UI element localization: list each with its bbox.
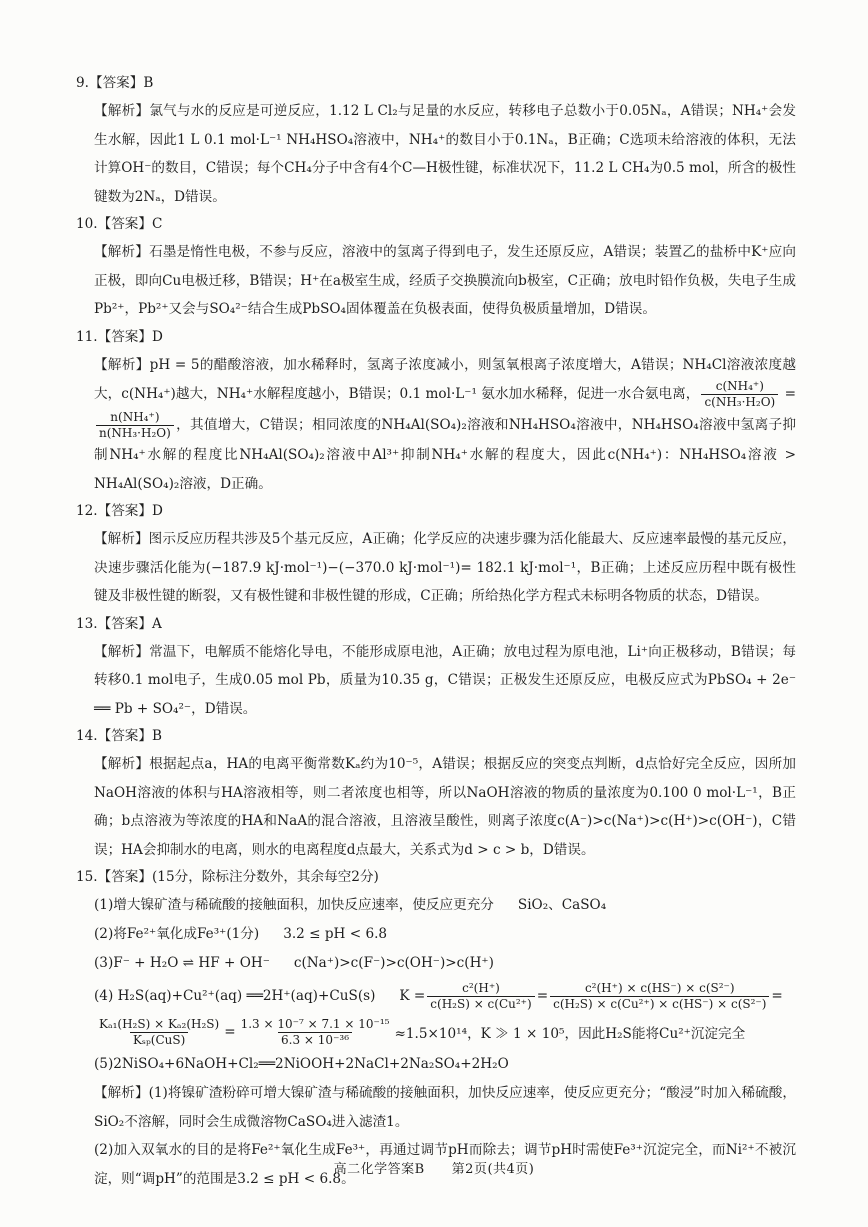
fraction-numerator: n(NH₄⁺)	[110, 410, 160, 424]
question-11	[76, 324, 796, 499]
page-footer: 高二化学答案B 第2页(共4页)	[333, 1162, 535, 1177]
fraction-denominator: c(H₂S) × c(Cu²⁺)	[427, 996, 534, 1012]
part-1-answer: (1)增大镍矿渣与稀硫酸的接触面积，加快反应速率，使反应更充分	[94, 897, 494, 913]
part-2-answer: (2)将Fe²⁺氧化成Fe³⁺(1分)	[94, 926, 260, 942]
fraction-denominator: c(NH₃·H₂O)	[701, 394, 778, 410]
part-2	[94, 920, 796, 949]
part-5: (5)2NiSO₄+6NaOH+Cl₂══2NiOOH+2NaCl+2Na₂SO₄+2H₂O	[94, 1056, 509, 1072]
explanation-part-b: ，其值增大，C错误；相同浓度的NH₄Al(SO₄)₂溶液和NH₄HSO₄溶液中，NH₄HSO₄溶液中氢离子抑制	[94, 417, 796, 463]
fraction-numerator: c(NH₄⁺)	[715, 379, 764, 393]
question-13	[76, 611, 796, 724]
part-3-ion-order: c(Na⁺)>c(F⁻)>c(OH⁻)>c(H⁺)	[293, 955, 494, 971]
part-4-line-1: (4) H₂S(aq)+Cu²⁺(aq) ══2H⁺(aq)+CuS(s) K = $\frac{\text{c²(H⁺)}}{\text{c(H₂S) × c(Cu²⁺)}}$ = $\frac{\text{c²(H⁺) × c(HS⁻) × c(S²⁻)}}{\text{c(H₂S) × c(Cu²⁺) × c(HS⁻) × c(S²⁻)}}$ =	[94, 980, 783, 1011]
explanation-text: 【解析】氯气与水的反应是可逆反应，1.12 L Cl₂与足量的水反应，转移电子总数小于0.05Nₐ，A错误；NH₄⁺会发生水解，因此1 L 0.1 mol·L⁻¹ NH₄HSO₄溶液中，NH₄⁺的数目小于0.1Nₐ，B正确；C选项未给溶液的体积，无法计算OH⁻的数目，C错误；每个CH₄分子中含有4个C—H极性键，标准状况下，11.2 L CH₄为0.5 mol，所含的极性键数为2Nₐ，D错误。	[94, 103, 796, 205]
part-1	[94, 891, 796, 920]
fraction-k-2	[550, 981, 769, 1012]
answer-label: 14.【答案】B	[76, 728, 162, 744]
answer-label: 11.【答案】D	[76, 328, 163, 345]
question-14	[76, 723, 796, 864]
explanation-part-a: 【解析】pH = 5的醋酸溶液，加水稀释时，氢离子浓度减小，则氢氧根离子浓度增大，A错误；NH₄Cl溶液浓度越大，c(NH₄⁺)越大，NH₄⁺水解程度越小，B错误；0.1 mol·L⁻¹ 氨水加水稀释，促进一水合氨电离，	[94, 356, 796, 402]
part-2-ph-range: 3.2 ≤ pH < 6.8	[283, 926, 388, 942]
answer-label: 13.【答案】A	[76, 615, 162, 632]
fraction-k-1	[427, 981, 534, 1012]
question-10	[76, 211, 796, 324]
explanation-text: 【解析】图示反应历程共涉及5个基元反应，A正确；化学反应的决速步骤为活化能最大、反应速率最慢的基元反应，决速步骤活化能为(−187.9 kJ·mol⁻¹)−(−370.0 kJ·mol⁻¹)= 182.1 kJ·mol⁻¹，B正确；上述反应历程中既有极性键及非极性键的断裂，又有极性键和非极性键的形成，C正确；所给热化学方程式未标明各物质的状态，D错误。	[94, 531, 796, 604]
part-1-substances: SiO₂、CaSO₄	[517, 897, 607, 913]
explanation-2: (2)加入双氧水的目的是将Fe²⁺氧化生成Fe³⁺，再通过调节pH而除去；调节pH时需使Fe³⁺沉淀完全，而Ni²⁺不被沉淀，则“调pH”的范围是3.2 ≤ pH < 6.8。	[94, 1142, 796, 1187]
fraction-denominator: Kₛₚ(CuS)	[130, 1032, 188, 1048]
answer-label: 12.【答案】D	[76, 503, 163, 519]
fraction-numerator: Kₐ₁(H₂S) × Kₐ₂(H₂S)	[99, 1016, 220, 1031]
equilibrium-k-label: K =	[399, 988, 426, 1004]
question-9	[76, 70, 796, 211]
fraction-denominator: c(H₂S) × c(Cu²⁺) × c(HS⁻) × c(S²⁻)	[550, 996, 769, 1012]
explanation-1: 【解析】(1)将镍矿渣粉碎可增大镍矿渣与稀硫酸的接触面积，加快反应速率，使反应更充分；“酸浸”时加入稀硫酸，SiO₂不溶解，同时会生成微溶物CaSO₄进入滤渣1。	[94, 1085, 796, 1130]
fraction-denominator: n(NH₃·H₂O)	[96, 425, 174, 441]
fraction-k-3	[96, 1017, 222, 1048]
answer-label: 9.【答案】B	[76, 75, 154, 91]
fraction-c-ratio	[701, 379, 778, 410]
explanation-part-c: NH₄⁺水解的程度比NH₄Al(SO₄)₂溶液中Al³⁺抑制NH₄⁺水解的程度大，因此c(NH₄⁺)：NH₄HSO₄溶液 > NH₄Al(SO₄)₂溶液，D正确。	[94, 447, 796, 492]
explanation-text: 【解析】石墨是惰性电极，不参与反应，溶液中的氢离子得到电子，发生还原反应，A错误；装置乙的盐桥中K⁺应向正极，即向Cu电极迁移，B错误；H⁺在a极室生成，经质子交换膜流向b极室，C正确；放电时铅作负极，失电子生成Pb²⁺，Pb²⁺又会与SO₄²⁻结合生成PbSO₄固体覆盖在负极表面，使得负极质量增加，D错误。	[94, 244, 796, 317]
k-conclusion: ≈1.5×10¹⁴，K ≫ 1 × 10⁵，因此H₂S能将Cu²⁺沉淀完全	[394, 1026, 746, 1042]
part-4-line-2: $\frac{\text{Kₐ₁(H₂S) × Kₐ₂(H₂S)}}{\text{Kₛₚ(CuS)}}$ = $\frac{\text{1.3 × 10⁻⁷ × 7.1 × 10⁻¹⁵}}{\text{6.3 × 10⁻³⁶}}$ ≈1.5×10¹⁴，K ≫ 1 × 10⁵，因此H₂S能将Cu²⁺沉淀完全	[94, 1014, 796, 1050]
part-3-equation: (3)F⁻ + H₂O ⇌ HF + OH⁻	[94, 955, 270, 971]
question-15	[76, 864, 796, 1193]
part-3	[94, 949, 796, 978]
answer-content	[76, 70, 796, 1193]
answer-label: 15.【答案】(15分，除标注分数外，其余每空2分)	[76, 869, 379, 885]
fraction-numerator: 1.3 × 10⁻⁷ × 7.1 × 10⁻¹⁵	[240, 1016, 390, 1031]
question-12	[76, 498, 796, 611]
explanation-text	[94, 351, 796, 499]
fraction-numerator: c²(H⁺)	[462, 980, 500, 995]
answer-label: 10.【答案】C	[76, 216, 163, 232]
fraction-numerator: c²(H⁺) × c(HS⁻) × c(S²⁻)	[584, 980, 735, 995]
fraction-denominator: 6.3 × 10⁻³⁶	[278, 1032, 352, 1048]
fraction-n-ratio	[96, 410, 174, 441]
part-4-equation: (4) H₂S(aq)+Cu²⁺(aq) ══2H⁺(aq)+CuS(s)	[94, 988, 376, 1004]
explanation-text: 【解析】根据起点a，HA的电离平衡常数Kₐ约为10⁻⁵，A错误；根据反应的突变点判断，d点恰好完全反应，因所加NaOH溶液的体积与HA溶液相等，则二者浓度也相等，所以NaOH溶液的物质的量浓度为0.100 0 mol·L⁻¹，B正确；b点溶液为等浓度的HA和NaA的混合溶液，且溶液呈酸性，则离子浓度c(A⁻)>c(Na⁺)>c(H⁺)>c(OH⁻)，C错误；HA会抑制水的电离，则水的电离程度d点最大，关系式为d > c > b，D错误。	[94, 756, 796, 858]
equals-sign: =	[784, 386, 796, 402]
explanation-text: 【解析】常温下，电解质不能熔化导电，不能形成原电池，A正确；放电过程为原电池，Li⁺向正极移动，B错误；每转移0.1 mol电子，生成0.05 mol Pb，质量为10.35 g，C错误；正极发生还原反应，电极反应式为PbSO₄ + 2e⁻ ══ Pb + SO₄²⁻，D错误。	[94, 643, 796, 717]
fraction-k-4	[238, 1017, 393, 1048]
